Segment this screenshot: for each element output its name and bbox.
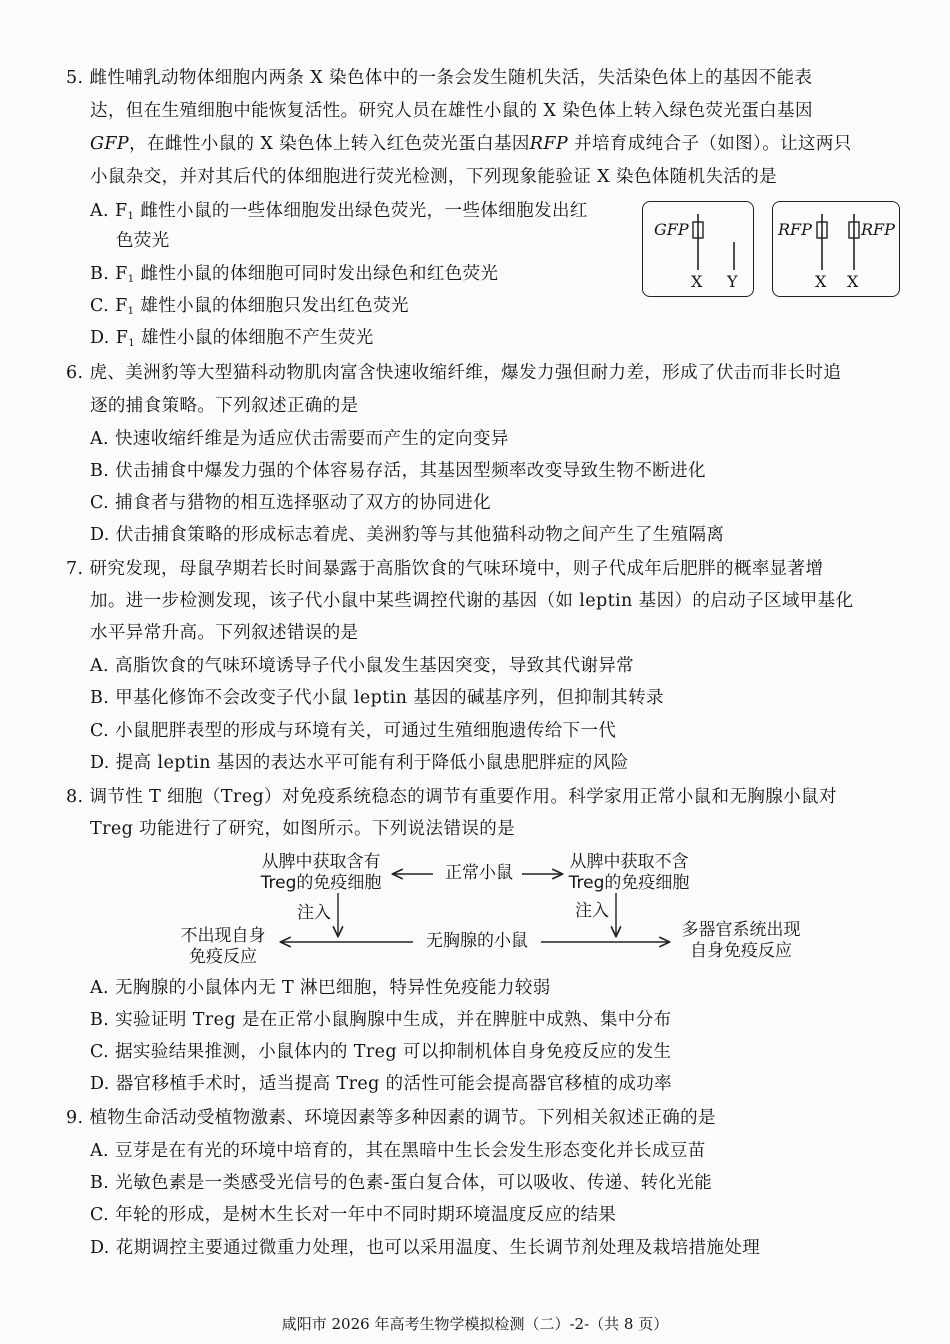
q7-option-a[interactable]: A. 高脂饮食的气味环境诱导子代小鼠发生基因突变，导致其代谢异常 [90,656,635,676]
q5-line3-end: 并培育成纯合子（如图）。让这两只 [568,134,852,154]
q7-stem-line-2: 加。进一步检测发现，该子代小鼠中某些调控代谢的基因（如 leptin 基因）的启动子区域甲基化 [90,591,854,611]
q9-option-d[interactable]: D. 花期调控主要通过微重力处理，也可以采用温度、生长调节剂处理及栽培措施处理 [90,1238,761,1258]
q9-option-b[interactable]: B. 光敏色素是一类感受光信号的色素-蛋白复合体，可以吸收、传递、转化光能 [90,1173,713,1193]
athymic-mouse-label: 无胸腺的小鼠 [426,931,528,951]
right-treg-source-line-2: Treg的免疫细胞 [568,873,690,893]
q8-option-c[interactable]: C. 据实验结果推测，小鼠体内的 Treg 可以抑制机体自身免疫反应的发生 [90,1042,672,1062]
q5-option-a-label: A. F [90,201,128,221]
q8-stem-line-2: Treg 功能进行了研究，如图所示。下列说法错误的是 [90,819,516,839]
q5-option-c-text: 雄性小鼠的体细胞只发出红色荧光 [134,296,409,316]
q8-option-a[interactable]: A. 无胸腺的小鼠体内无 T 淋巴细胞，特异性免疫能力较弱 [90,978,551,998]
q5-option-c-sub: 1 [127,306,135,317]
q5-option-b-text: 雌性小鼠的体细胞可同时发出绿色和红色荧光 [134,264,499,284]
fig-x-label-2: X [847,272,859,291]
q5-option-a-text: 雌性小鼠的一些体细胞发出绿色荧光，一些体细胞发出红 [134,201,588,221]
left-treg-source-label [246,852,396,894]
autoimmune-line-1: 多器官系统出现 [681,920,801,940]
q9-stem-line-1: 9. 植物生命活动受植物激素、环境因素等多种因素的调节。下列相关叙述正确的是 [66,1108,716,1128]
no-autoimmune-line-2: 免疫反应 [189,947,257,967]
q5-option-a-sub: 1 [127,211,135,222]
q5-option-d-label: D. F [90,328,129,348]
fig-gfp-label: GFP [654,220,689,239]
q8-option-d[interactable]: D. 器官移植手术时，适当提高 Treg 的活性可能会提高器官移植的成功率 [90,1074,673,1094]
fig-rfp-label-1: RFP [778,220,812,239]
q6-stem-line-2: 逐的捕食策略。下列叙述正确的是 [90,396,359,416]
no-autoimmune-label [168,926,278,968]
q6-option-b[interactable]: B. 伏击捕食中爆发力强的个体容易存活，其基因型频率改变导致生物不断进化 [90,461,706,481]
q7-option-d[interactable]: D. 提高 leptin 基因的表达水平可能有利于降低小鼠患肥胖症的风险 [90,753,629,773]
right-treg-source-label [554,852,704,894]
autoimmune-line-2: 自身免疫反应 [690,941,792,961]
q7-stem-line-3: 水平异常升高。下列叙述错误的是 [90,623,359,643]
q5-option-c[interactable] [90,294,409,324]
inject-right-label: 注入 [575,901,609,921]
autoimmune-label [668,920,814,962]
q6-option-d[interactable]: D. 伏击捕食策略的形成标志着虎、美洲豹等与其他猫科动物之间产生了生殖隔离 [90,525,725,545]
q5-option-d-text: 雄性小鼠的体细胞不产生荧光 [135,328,374,348]
gene-rfp-text: RFP [529,134,569,154]
q9-option-c[interactable]: C. 年轮的形成，是树木生长对一年中不同时期环境温度反应的结果 [90,1205,617,1225]
fig-y-label: Y [727,272,738,291]
q5-option-a-cont: 色荧光 [116,231,170,251]
q8-stem-line-1: 8. 调节性 T 细胞（Treg）对免疫系统稳态的调节有重要作用。科学家用正常小鼠和无胸腺小鼠对 [66,787,837,807]
fig-x-label-1: X [815,272,827,291]
q5-stem-line-4: 小鼠杂交，并对其后代的体细胞进行荧光检测，下列现象能验证 X 染色体随机失活的是 [90,167,778,187]
fig-x-label: X [691,272,703,291]
gene-gfp-text: GFP [90,134,130,154]
q7-option-c[interactable]: C. 小鼠肥胖表型的形成与环境有关，可通过生殖细胞遗传给下一代 [90,721,617,741]
q5-option-a[interactable] [90,199,588,229]
no-autoimmune-line-1: 不出现自身 [180,926,266,946]
q9-option-a[interactable]: A. 豆芽是在有光的环境中培育的，其在黑暗中生长会发生形态变化并长成豆苗 [90,1141,706,1161]
fig-rfp-label-2: RFP [861,220,895,239]
q5-option-d[interactable] [90,326,374,356]
q5-option-b[interactable] [90,262,498,292]
q5-option-b-label: B. F [90,264,128,284]
q5-line3-text: ，在雌性小鼠的 X 染色体上转入红色荧光蛋白基因 [129,134,530,154]
q5-option-c-label: C. F [90,296,128,316]
q5-option-b-sub: 1 [127,274,135,285]
page-footer: 咸阳市 2026 年高考生物学模拟检测（二）-2-（共 8 页） [281,1315,669,1333]
normal-mouse-label: 正常小鼠 [445,863,513,883]
q6-option-a[interactable]: A. 快速收缩纤维是为适应伏击需要而产生的定向变异 [90,429,509,449]
q7-stem-line-1: 7. 研究发现，母鼠孕期若长时间暴露于高脂饮食的气味环境中，则子代成年后肥胖的概率显著增 [66,559,824,579]
q5-option-d-sub: 1 [128,338,136,349]
left-treg-source-line-1: 从脾中获取含有 [261,852,381,872]
right-treg-source-line-1: 从脾中获取不含 [569,852,689,872]
q5-stem-line-3 [90,132,852,156]
male-chromosome-figure [642,201,754,297]
q5-stem-line-2: 达，但在生殖细胞中能恢复活性。研究人员在雄性小鼠的 X 染色体上转入绿色荧光蛋白基因 [90,101,813,121]
inject-left-label: 注入 [297,903,331,923]
q6-option-c[interactable]: C. 捕食者与猎物的相互选择驱动了双方的协同进化 [90,493,491,513]
q8-option-b[interactable]: B. 实验证明 Treg 是在正常小鼠胸腺中生成，并在脾脏中成熟、集中分布 [90,1010,672,1030]
female-chromosome-lines [773,202,899,296]
q7-option-b[interactable]: B. 甲基化修饰不会改变子代小鼠 leptin 基因的碱基序列，但抑制其转录 [90,688,664,708]
q5-stem-line-1: 5. 雌性哺乳动物体细胞内两条 X 染色体中的一条会发生随机失活，失活染色体上的基因不能表 [66,68,813,88]
q6-stem-line-1: 6. 虎、美洲豹等大型猫科动物肌肉富含快速收缩纤维，爆发力强但耐力差，形成了伏击而非长时追 [66,363,842,383]
left-treg-source-line-2: Treg的免疫细胞 [260,873,382,893]
female-chromosome-figure [772,201,900,297]
